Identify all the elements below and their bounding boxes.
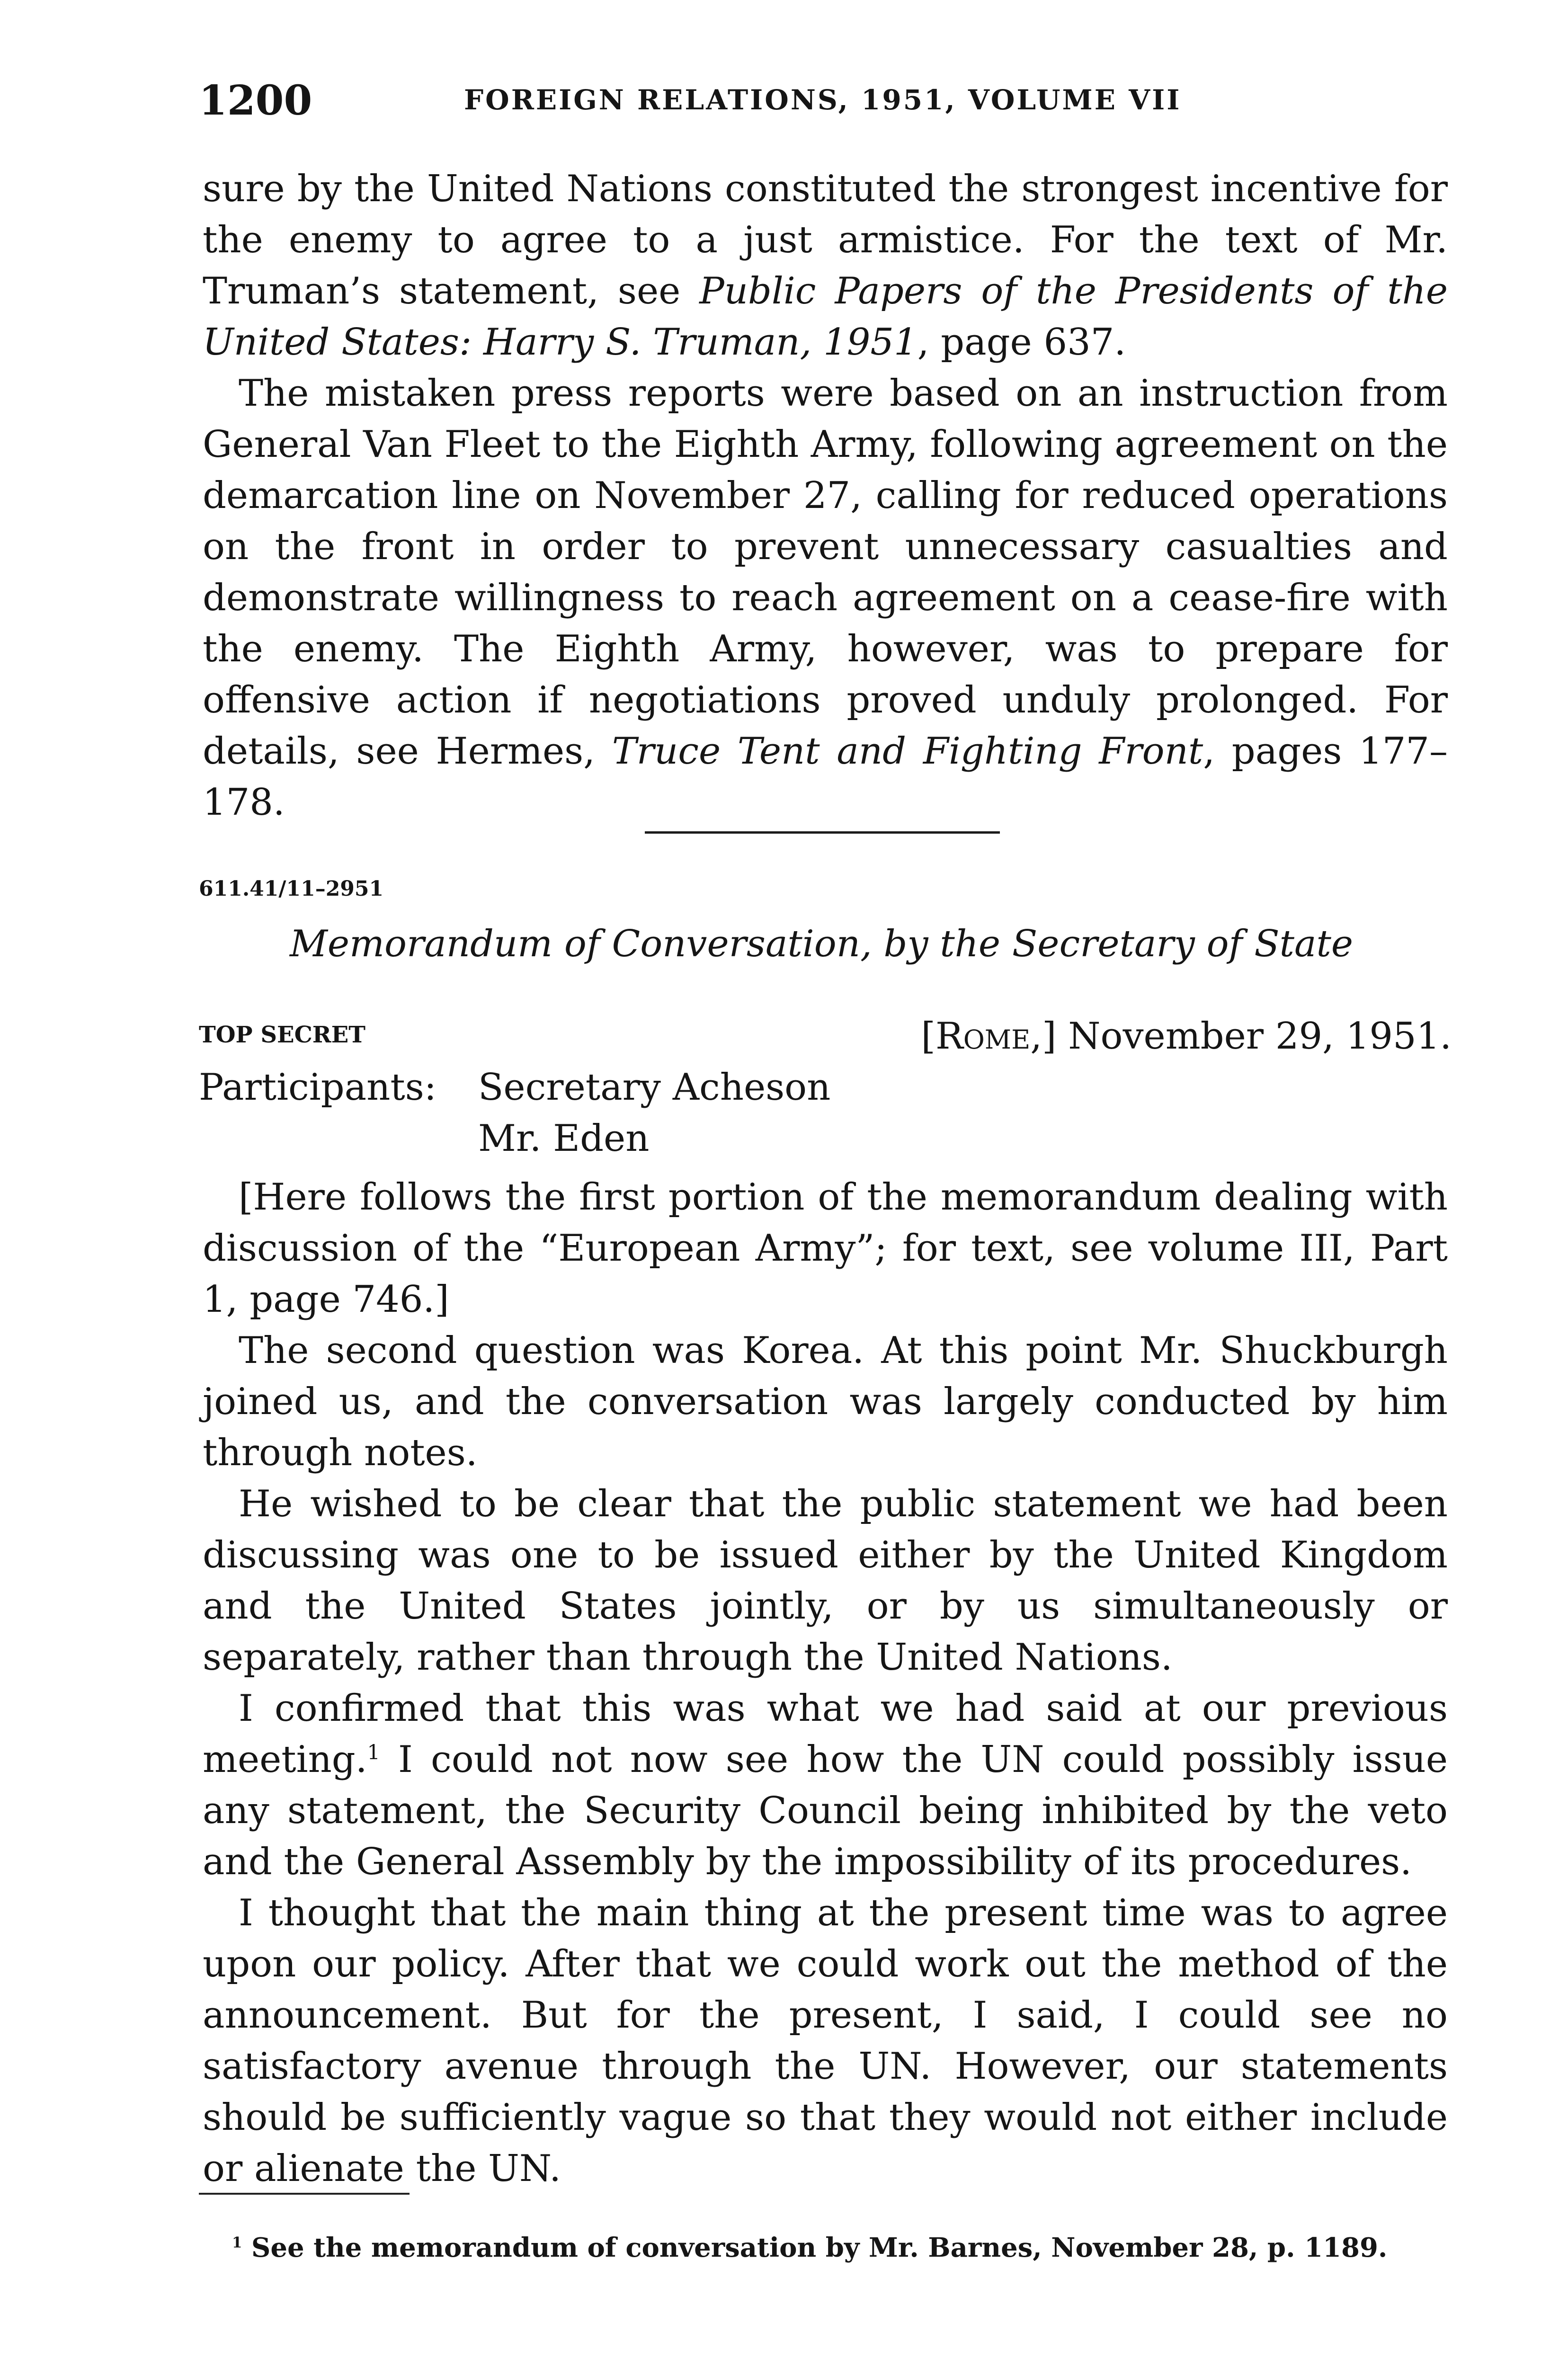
paragraph-text: sure by the United Nations constituted the strongest incentive for the enemy to agree to a just armistice. For the text of Mr. Truman’s statement, see <box>203 168 1448 312</box>
file-number: 611.41/11–2951 <box>199 877 384 901</box>
participants-label: Participants: <box>199 1066 437 1109</box>
page-header <box>199 77 1449 133</box>
section-divider <box>645 831 1000 834</box>
classification-label: TOP SECRET <box>199 1022 365 1048</box>
paragraph-text: I could not now see how the UN could possibly issue any statement, the Security Council being inhibited by the veto and the General Assembly by the impossibility of its procedures. <box>203 1738 1448 1883</box>
location-date <box>921 1015 1452 1058</box>
paragraph-text: , page 637. <box>917 321 1126 364</box>
footnote-number: 1 <box>232 2234 242 2251</box>
date: November 29, 1951. <box>1068 1015 1452 1058</box>
memo-paragraph-3: He wished to be clear that the public statement we had been discussing was one to be issued either by the United Kingdom and the United States jointly, or by us simultaneously or separately, rather than through the United Nations. <box>203 1483 1448 1679</box>
paragraph-text: The mistaken press reports were based on an instruction from General Van Fleet to the Eighth Army, following agreement on the demarcation line on November 27, calling for reduced operations on the front in order to prevent unnecessary casualties and demonstrate willingness to reach agreement on a cease-fire with the enemy. The Eighth Army, however, was to prepare for offensive action if negotiations proved unduly prolonged. For details, see Hermes, <box>203 372 1448 773</box>
participant: Mr. Eden <box>478 1117 650 1160</box>
memorandum-title: Memorandum of Conversation, by the Secretary of State <box>290 923 1353 965</box>
memo-paragraph-2: The second question was Korea. At this point Mr. Shuckburgh joined us, and the conversation was largely conducted by him through notes. <box>203 1329 1448 1474</box>
preceding-paragraph-2 <box>203 368 1448 828</box>
citation-title: Truce Tent and Fighting Front <box>612 730 1203 773</box>
footnote-marker: 1 <box>367 1741 380 1764</box>
memo-paragraph-5: I thought that the main thing at the present time was to agree upon our policy. After that we could work out the method of the announcement. But for the present, I said, I could see no satisfactory avenue through the UN. However, our statements should be sufficiently vague so that they would not either include or alienate the UN. <box>203 1892 1448 2190</box>
paragraph-text: , pages 177–178. <box>203 730 1448 824</box>
footnote-text: See the memorandum of conversation by Mr. Barnes, November 28, p. 1189. <box>242 2232 1388 2263</box>
citation-title: Public Papers of the Presidents of the United States: Harry S. Truman, 1951 <box>203 270 1448 364</box>
memorandum-body <box>203 1172 1448 2194</box>
memo-paragraph-4 <box>203 1683 1448 1887</box>
running-head: FOREIGN RELATIONS, 1951, VOLUME VII <box>464 84 1182 116</box>
footnote <box>232 2234 1387 2261</box>
footnote-rule <box>199 2193 410 2195</box>
participant: Secretary Acheson <box>478 1066 831 1109</box>
paragraph-text: I confirmed that this was what we had said at our previous meeting. <box>203 1687 1448 1781</box>
preceding-paragraph-1 <box>203 163 1448 368</box>
preceding-note-text <box>203 163 1448 828</box>
memo-paragraph-1: [Here follows the first portion of the memorandum dealing with discussion of the “European Army”; for text, see volume III, Part 1, page 746.] <box>203 1176 1448 1321</box>
location: [Rome,] <box>921 1015 1057 1058</box>
page-number: 1200 <box>199 77 312 125</box>
